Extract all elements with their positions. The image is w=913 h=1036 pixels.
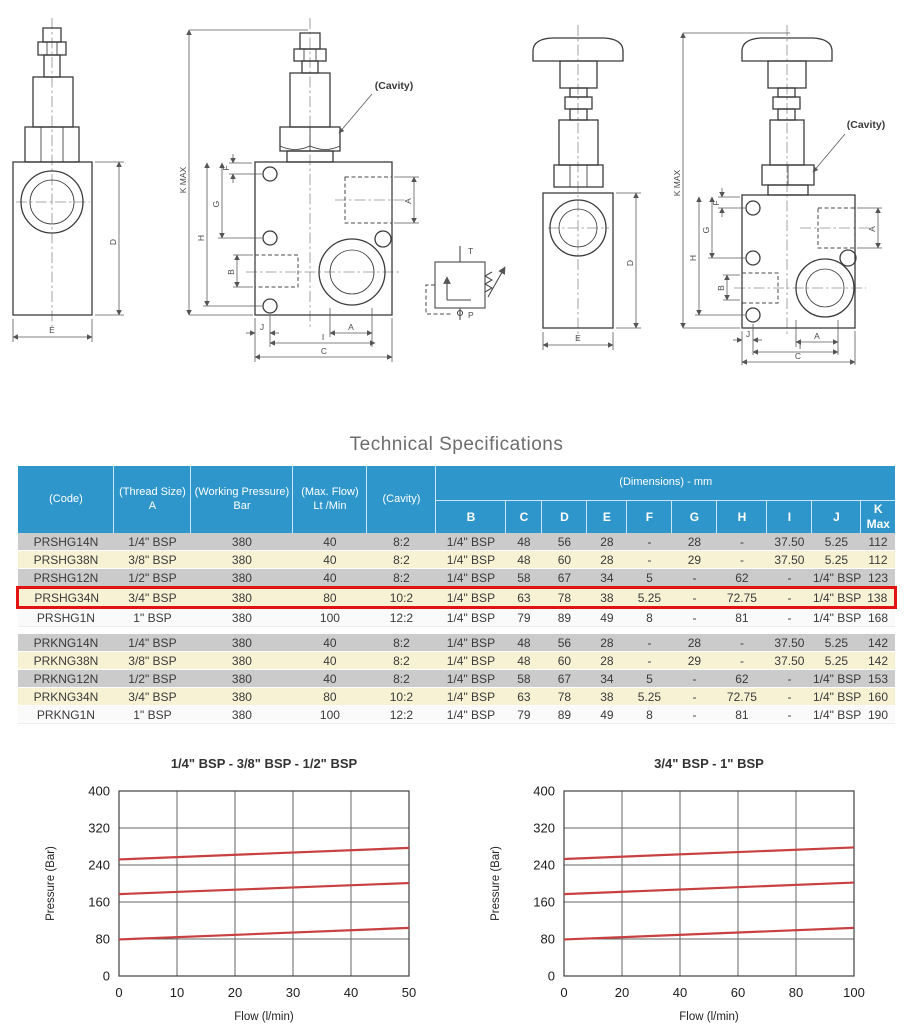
table-cell: 1/4" BSP: [812, 569, 861, 588]
table-cell: 8:2: [367, 634, 436, 652]
table-cell: 67: [542, 670, 587, 688]
table-cell: -: [767, 670, 812, 688]
table-cell: 37.50: [767, 533, 812, 551]
x-tick-label: 80: [788, 985, 803, 1000]
col-header-working-pressure: (Working Pressure) Bar: [191, 466, 293, 533]
table-cell: 63: [506, 688, 542, 706]
y-tick-label: 400: [88, 783, 111, 799]
table-cell: -: [627, 551, 672, 569]
table-cell: -: [672, 569, 717, 588]
table-cell: 1/4" BSP: [812, 588, 861, 608]
table-cell: 1/4" BSP: [436, 652, 506, 670]
table-cell: 380: [191, 706, 293, 724]
table-cell: 78: [542, 588, 587, 608]
x-tick-label: 40: [344, 985, 359, 1000]
table-cell: PRKNG1N: [18, 706, 114, 724]
table-cell: 5.25: [812, 634, 861, 652]
table-cell: 380: [191, 652, 293, 670]
table-row: [18, 670, 895, 688]
dim-label-a: A: [403, 198, 413, 204]
table-cell: 153: [861, 670, 895, 688]
table-cell: 8:2: [367, 551, 436, 569]
y-tick-label: 160: [532, 894, 555, 910]
x-tick-label: 0: [560, 985, 568, 1000]
table-cell: 60: [542, 652, 587, 670]
pressure-curve: [564, 928, 854, 940]
table-cell: 28: [587, 533, 627, 551]
table-cell: 79: [506, 608, 542, 627]
table-cell: 100: [293, 608, 367, 627]
chart-flow-pressure-small-sizes: [24, 746, 444, 1036]
table-cell: 38: [587, 688, 627, 706]
chart-flow-pressure-large-sizes: [469, 746, 889, 1036]
col-header-cavity: (Cavity): [367, 466, 436, 533]
table-cell: PRKNG14N: [18, 634, 114, 652]
dim-label-h: H: [196, 234, 206, 242]
port-label-t: T: [468, 246, 474, 256]
x-tick-label: 20: [228, 985, 243, 1000]
table-cell: -: [767, 588, 812, 608]
table-row: [18, 688, 895, 706]
table-cell: 79: [506, 706, 542, 724]
table-cell: 5.25: [812, 551, 861, 569]
table-cell: 380: [191, 608, 293, 627]
table-cell: -: [672, 670, 717, 688]
table-cell: 3/4" BSP: [114, 588, 191, 608]
table-cell: 10:2: [367, 588, 436, 608]
x-tick-label: 40: [672, 985, 687, 1000]
y-tick-label: 320: [88, 820, 111, 836]
table-cell: 37.50: [767, 634, 812, 652]
table-cell: 8:2: [367, 652, 436, 670]
table-cell: 80: [293, 588, 367, 608]
dim-label-e2: E: [575, 333, 581, 343]
dim-label-c2: C: [794, 351, 802, 361]
table-cell: 190: [861, 706, 895, 724]
table-cell: 58: [506, 670, 542, 688]
table-cell: 3/8" BSP: [114, 652, 191, 670]
table-cell: -: [767, 706, 812, 724]
drawing-knob-valve-side-view: [533, 25, 641, 350]
table-cell: 89: [542, 608, 587, 627]
col-header-code: (Code): [18, 466, 114, 533]
table-cell: 380: [191, 634, 293, 652]
table-cell: 28: [587, 551, 627, 569]
dim-label-j2: J: [745, 329, 751, 339]
table-cell: 5.25: [627, 588, 672, 608]
table-cell: 56: [542, 533, 587, 551]
y-tick-label: 160: [88, 894, 111, 910]
table-cell: 56: [542, 634, 587, 652]
cavity-label: (Cavity): [374, 80, 414, 92]
table-row: [18, 569, 895, 588]
table-cell: 34: [587, 670, 627, 688]
table-cell: 1/4" BSP: [114, 634, 191, 652]
table-cell: 380: [191, 588, 293, 608]
table-cell: 40: [293, 652, 367, 670]
page-title: Technical Specifications: [349, 434, 564, 455]
table-cell: 1/4" BSP: [436, 569, 506, 588]
dim-label-d: D: [108, 238, 118, 246]
table-cell: 5.25: [812, 533, 861, 551]
table-cell: 1/4" BSP: [114, 533, 191, 551]
table-cell: -: [717, 634, 767, 652]
table-cell: 29: [672, 551, 717, 569]
spec-table: [16, 466, 896, 724]
table-cell: 1/4" BSP: [812, 671, 861, 686]
dim-label-kmax2: K MAX: [672, 169, 682, 197]
col-header-e: E: [587, 501, 627, 534]
table-cell: 89: [542, 706, 587, 724]
charts-row: [0, 746, 913, 1036]
y-tick-label: 0: [103, 968, 111, 984]
table-cell: 40: [293, 634, 367, 652]
table-cell: 1/4" BSP: [436, 706, 506, 724]
table-cell: 1/4" BSP: [436, 588, 506, 608]
dim-label-b2: B: [716, 285, 726, 291]
plot-frame: [119, 791, 409, 976]
table-cell: 5.25: [812, 652, 861, 670]
table-cell: 168: [861, 608, 895, 627]
y-tick-label: 240: [532, 857, 555, 873]
dim-label-a4: A: [814, 331, 820, 341]
table-cell: 1/4" BSP: [436, 608, 506, 627]
table-cell: 28: [672, 533, 717, 551]
table-cell: 48: [506, 533, 542, 551]
table-cell: 8: [627, 706, 672, 724]
table-cell: 112: [861, 533, 895, 551]
table-cell: 72.75: [717, 588, 767, 608]
table-cell: 8:2: [367, 569, 436, 588]
chart-title: 1/4" BSP - 3/8" BSP - 1/2" BSP: [171, 756, 358, 771]
y-axis-label: Pressure (Bar): [45, 846, 58, 921]
dim-label-a2: A: [348, 322, 354, 332]
table-cell: PRSHG12N: [18, 569, 114, 588]
table-cell: 142: [861, 634, 895, 652]
table-cell: 1" BSP: [114, 608, 191, 627]
table-cell: 29: [672, 652, 717, 670]
table-cell: 12:2: [367, 608, 436, 627]
dim-label-kmax: K MAX: [178, 166, 188, 194]
pressure-curve: [119, 848, 409, 860]
table-cell: 3/8" BSP: [114, 551, 191, 569]
table-cell: 62: [717, 569, 767, 588]
table-cell: 28: [587, 652, 627, 670]
table-cell: PRSHG14N: [18, 533, 114, 551]
table-cell: 112: [861, 551, 895, 569]
table-cell: 40: [293, 551, 367, 569]
table-row: [18, 652, 895, 670]
dim-label-e: E: [49, 325, 55, 335]
dim-label-i: I: [321, 332, 325, 342]
table-cell: 5: [627, 670, 672, 688]
table-cell: PRKNG38N: [18, 652, 114, 670]
y-tick-label: 400: [532, 783, 555, 799]
table-cell: 38: [587, 588, 627, 608]
x-tick-label: 10: [170, 985, 185, 1000]
table-cell: 100: [293, 706, 367, 724]
col-header-f: F: [627, 501, 672, 534]
dim-label-h2: H: [688, 254, 698, 262]
table-cell: 380: [191, 551, 293, 569]
table-cell: -: [627, 634, 672, 652]
table-cell: PRKNG34N: [18, 688, 114, 706]
table-cell: 48: [506, 652, 542, 670]
table-cell: 5.25: [627, 688, 672, 706]
table-cell: -: [672, 588, 717, 608]
table-cell: 28: [587, 634, 627, 652]
drawing-screw-valve-side-view: [13, 18, 124, 342]
col-header-h: H: [717, 501, 767, 534]
col-header-c: C: [506, 501, 542, 534]
col-header-kmax: K Max: [861, 501, 895, 534]
col-header-dimensions: (Dimensions) - mm: [436, 466, 895, 501]
table-cell: 48: [506, 634, 542, 652]
dim-label-b: B: [226, 269, 236, 275]
table-cell: 78: [542, 688, 587, 706]
dim-label-f2: F: [711, 200, 721, 206]
table-cell: 60: [542, 551, 587, 569]
table-cell: PRSHG1N: [18, 608, 114, 627]
hydraulic-symbol: [426, 246, 505, 320]
table-cell: 160: [861, 688, 895, 706]
col-header-thread-size: (Thread Size) A: [114, 466, 191, 533]
x-axis-label: Flow (l/min): [234, 1011, 295, 1023]
table-cell: 34: [587, 569, 627, 588]
drawing-screw-valve-front-view: [178, 18, 419, 362]
table-cell: -: [717, 652, 767, 670]
x-tick-label: 100: [842, 985, 865, 1000]
table-row: [18, 588, 895, 608]
table-cell: PRSHG34N: [18, 588, 114, 608]
group-spacer: [18, 627, 895, 635]
table-cell: 12:2: [367, 706, 436, 724]
table-cell: -: [767, 608, 812, 627]
col-header-max-flow: (Max. Flow) Lt /Min: [293, 466, 367, 533]
table-cell: 1/4" BSP: [436, 670, 506, 688]
col-header-b: B: [436, 501, 506, 534]
table-cell: 380: [191, 670, 293, 688]
pressure-curve: [564, 883, 854, 895]
table-cell: 1/4" BSP: [436, 533, 506, 551]
table-cell: 1/4" BSP: [812, 608, 861, 627]
table-cell: 5: [627, 569, 672, 588]
y-tick-label: 0: [547, 968, 555, 984]
table-row: [18, 608, 895, 627]
table-cell: -: [717, 533, 767, 551]
table-cell: -: [672, 688, 717, 706]
table-cell: 81: [717, 608, 767, 627]
chart-svg-0: [24, 746, 444, 1031]
table-cell: -: [627, 652, 672, 670]
table-cell: 63: [506, 588, 542, 608]
table-cell: 3/4" BSP: [114, 688, 191, 706]
dim-label-d2: D: [625, 259, 635, 267]
drawing-knob-valve-front-view: [672, 25, 885, 365]
table-row: [18, 533, 895, 551]
table-cell: 8:2: [367, 670, 436, 688]
dim-label-f: F: [221, 165, 231, 171]
table-cell: 49: [587, 608, 627, 627]
x-tick-label: 0: [115, 985, 123, 1000]
table-cell: 40: [293, 569, 367, 588]
table-cell: -: [627, 533, 672, 551]
table-cell: 48: [506, 551, 542, 569]
table-cell: 67: [542, 569, 587, 588]
x-tick-label: 30: [286, 985, 301, 1000]
table-cell: 28: [672, 634, 717, 652]
table-cell: 80: [293, 688, 367, 706]
table-cell: -: [672, 608, 717, 627]
table-cell: 8: [627, 608, 672, 627]
table-cell: 1/2" BSP: [114, 670, 191, 688]
table-cell: 1/2" BSP: [114, 569, 191, 588]
table-cell: 58: [506, 569, 542, 588]
technical-drawings: [0, 0, 913, 432]
dim-label-g: G: [211, 200, 221, 208]
table-cell: -: [767, 688, 812, 706]
table-cell: PRKNG12N: [18, 670, 114, 688]
y-tick-label: 320: [532, 820, 555, 836]
x-tick-label: 50: [402, 985, 417, 1000]
col-header-g: G: [672, 501, 717, 534]
x-axis-label: Flow (l/min): [678, 1011, 739, 1023]
y-tick-label: 240: [88, 857, 111, 873]
table-cell: -: [717, 551, 767, 569]
spec-table-body: [18, 533, 895, 724]
table-row: [18, 706, 895, 724]
table-cell: 1/4" BSP: [436, 634, 506, 652]
table-cell: 49: [587, 706, 627, 724]
dim-label-i2: I: [798, 341, 802, 351]
port-label-p: P: [468, 310, 474, 320]
pressure-curve: [119, 883, 409, 894]
table-cell: 380: [191, 533, 293, 551]
dim-label-c: C: [320, 346, 328, 356]
table-cell: 72.75: [717, 688, 767, 706]
table-cell: 1/4" BSP: [436, 551, 506, 569]
table-cell: -: [767, 569, 812, 588]
dim-label-a3: A: [867, 226, 877, 232]
x-tick-label: 20: [614, 985, 629, 1000]
table-cell: 62: [717, 670, 767, 688]
drawings-section: [0, 0, 913, 432]
dim-label-j: J: [259, 322, 265, 332]
col-header-j: J: [812, 501, 861, 534]
y-tick-label: 80: [540, 931, 555, 947]
table-cell: 40: [293, 670, 367, 688]
table-cell: 1" BSP: [114, 706, 191, 724]
table-cell: 1/4" BSP: [436, 688, 506, 706]
table-cell: 10:2: [367, 688, 436, 706]
table-row: [18, 634, 895, 652]
table-cell: 142: [861, 652, 895, 670]
table-cell: 1/4" BSP: [812, 689, 861, 704]
x-tick-label: 60: [730, 985, 745, 1000]
table-cell: 123: [861, 569, 895, 588]
dim-label-g2: G: [701, 226, 711, 234]
table-cell: 380: [191, 569, 293, 588]
y-axis-label: Pressure (Bar): [489, 846, 502, 921]
table-cell: 37.50: [767, 551, 812, 569]
table-cell: 81: [717, 706, 767, 724]
table-cell: 138: [861, 588, 895, 608]
table-row: [18, 551, 895, 569]
pressure-curve: [564, 847, 854, 859]
col-header-d: D: [542, 501, 587, 534]
table-cell: 37.50: [767, 652, 812, 670]
table-cell: -: [672, 706, 717, 724]
cavity-label-2: (Cavity): [846, 119, 886, 131]
table-cell: 380: [191, 688, 293, 706]
table-cell: 40: [293, 533, 367, 551]
table-cell: 1/4" BSP: [812, 707, 861, 722]
table-cell: PRSHG38N: [18, 551, 114, 569]
pressure-curve: [119, 928, 409, 940]
table-cell: 8:2: [367, 533, 436, 551]
chart-title: 3/4" BSP - 1" BSP: [653, 756, 764, 771]
col-header-i: I: [767, 501, 812, 534]
chart-svg-1: [469, 746, 889, 1031]
y-tick-label: 80: [95, 931, 111, 947]
